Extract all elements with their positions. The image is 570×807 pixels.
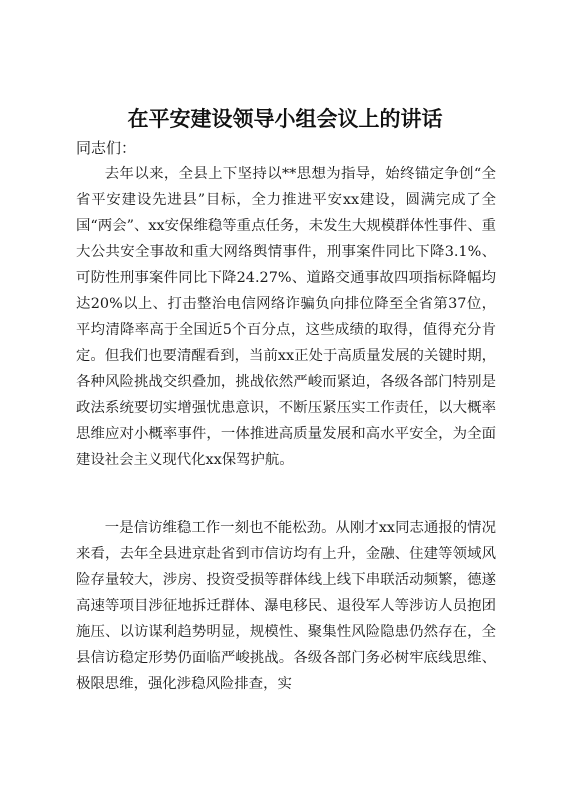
salutation: 同志们： — [76, 139, 137, 157]
paragraph-1: 去年以来，全县上下坚持以**思想为指导，始终锚定争创“全省平安建设先进县”目标，全力推进平安xx建设，圆满完成了全国“两会”、xx安保维稳等重点任务，未发生大规模群体性事件、重大公共安全事故和重大网络舆情事件，刑事案件同比下降3.1%、可防性刑事案件同比下降24.27%、道路交通事故四项指标降幅均达20%以上、打击整治电信网络诈骗负向排位降至全省第37位，平均清降率高于全国近5个百分点，这些成绩的取得，值得充分肯定。但我们也要清醒看到，当前xx正处于高质量发展的关键时期，各种风险挑战交织叠加，挑战依然严峻而紧迫，各级各部门特别是政法系统要切实增强忧患意识，不断压紧压实工作责任，以大概率思维应对小概率事件，一体推进高质量发展和高水平安全，为全面建设社会主义现代化xx保驾护航。 — [76, 166, 496, 468]
paragraph-2: 一是信访维稳工作一刻也不能松劲。从刚才xx同志通报的情况来看，去年全县进京赴省到市信访均有上升，金融、住建等领域风险存量较大，涉房、投资受损等群体线上线下串联活动频繁，德遂高速等项目涉征地拆迁群体、瀑电移民、退役军人等涉访人员抱团施压、以访谋利趋势明显，规模性、聚集性风险隐患仍然存在，全县信访稳定形势仍面临严峻挑战。各级各部门务必树牢底线思维、极限思维，强化涉稳风险排查，实 — [76, 520, 496, 692]
document-title: 在平安建设领导小组会议上的讲话 — [127, 106, 443, 131]
